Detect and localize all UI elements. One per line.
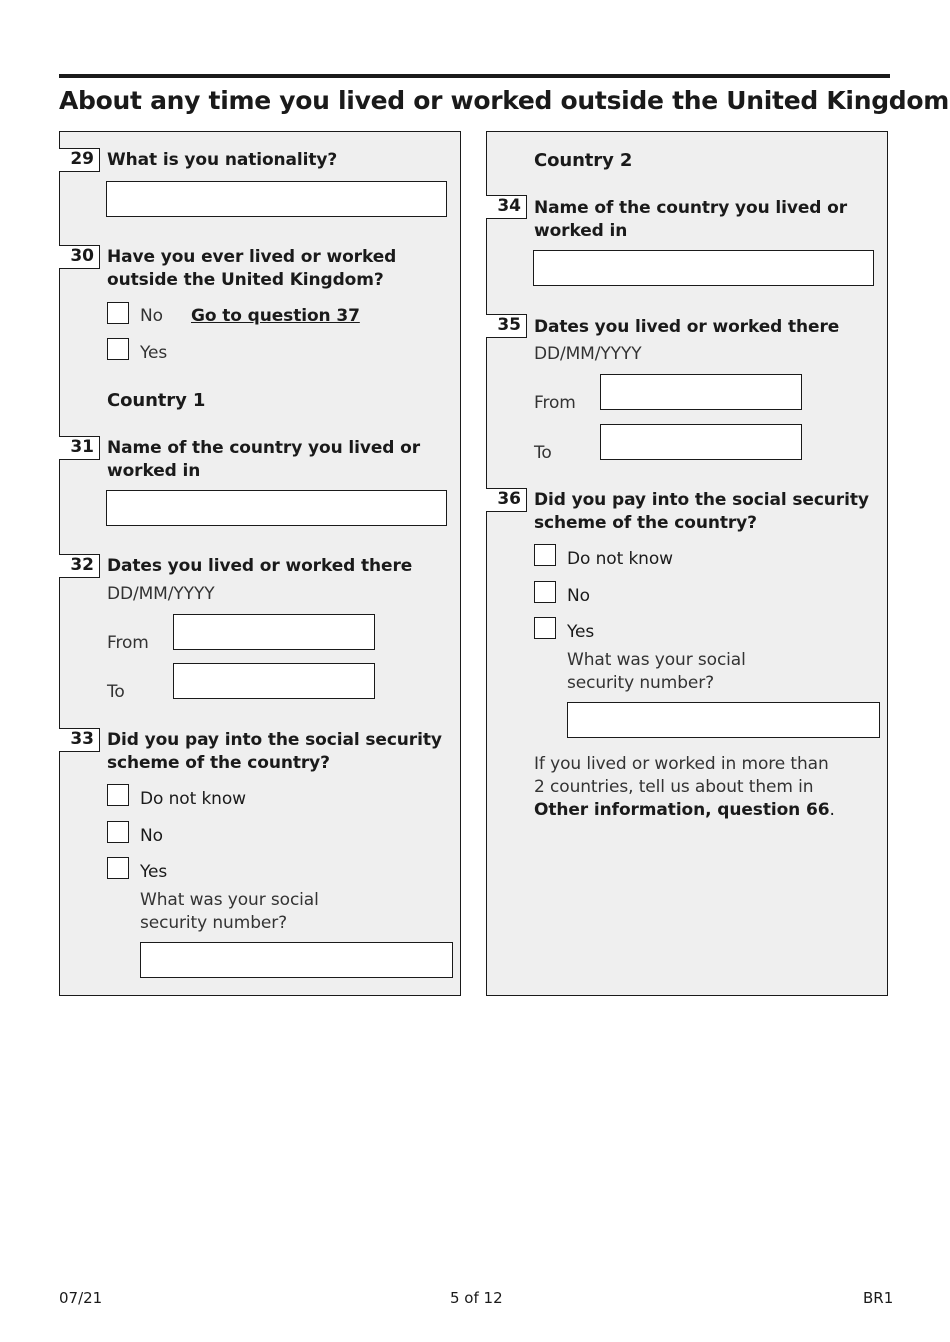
question-number-29: 29 [59, 148, 100, 172]
ss-2-no-label: No [567, 586, 590, 606]
lived-abroad-no-checkbox[interactable] [107, 302, 129, 324]
question-number-30: 30 [59, 245, 100, 269]
country-1-name-input[interactable] [106, 490, 447, 526]
question-31-text: Name of the country you lived or worked in [107, 438, 421, 481]
question-number-35: 35 [486, 314, 527, 338]
ss-no-checkbox[interactable] [107, 821, 129, 843]
note-period: . [829, 800, 835, 820]
question-29-text: What is you nationality? [107, 150, 338, 170]
ss-2-do-not-know-label: Do not know [567, 549, 673, 569]
country-1-ss-number-input[interactable] [140, 942, 453, 978]
ss-2-yes-label: Yes [567, 622, 595, 642]
other-information-reference: Other information, question 66 [534, 800, 830, 820]
country-2-from-date-input[interactable] [600, 374, 802, 410]
question-number-31: 31 [59, 436, 100, 460]
lived-abroad-no-label: No [140, 306, 163, 326]
question-35-text: Dates you lived or worked there [534, 317, 840, 337]
footer-page-number: 5 of 12 [450, 1289, 503, 1307]
country-2-to-date-input[interactable] [600, 424, 802, 460]
question-30-text: Have you ever lived or worked outside the United Kingdom? [107, 247, 397, 290]
country-1-to-date-input[interactable] [173, 663, 375, 699]
from-label-2: From [534, 393, 576, 413]
question-33-text: Did you pay into the social security scheme of the country? [107, 730, 442, 773]
date-format-hint: DD/MM/YYYY [107, 584, 215, 604]
header-rule [59, 74, 890, 78]
question-36-text: Did you pay into the social security scheme of the country? [534, 490, 869, 533]
question-number-36: 36 [486, 488, 527, 512]
lived-abroad-yes-checkbox[interactable] [107, 338, 129, 360]
ss-do-not-know-label: Do not know [140, 789, 246, 809]
go-to-question-37-link[interactable]: Go to question 37 [191, 306, 360, 326]
ss-yes-checkbox[interactable] [107, 857, 129, 879]
ss-2-do-not-know-checkbox[interactable] [534, 544, 556, 566]
ss-yes-label: Yes [140, 862, 168, 882]
question-number-34: 34 [486, 195, 527, 219]
ss-no-label: No [140, 826, 163, 846]
nationality-input[interactable] [106, 181, 447, 217]
ss-do-not-know-checkbox[interactable] [107, 784, 129, 806]
footer-date: 07/21 [59, 1289, 103, 1307]
footer-form-code: BR1 [863, 1289, 894, 1307]
question-32-text: Dates you lived or worked there [107, 556, 413, 576]
ss-2-number-prompt-line2: security number? [567, 673, 715, 693]
from-label: From [107, 633, 149, 653]
to-label: To [107, 682, 125, 702]
ss-2-number-prompt-line1: What was your social [567, 650, 746, 670]
country-2-ss-number-input[interactable] [567, 702, 880, 738]
lived-abroad-yes-label: Yes [140, 343, 168, 363]
page-title: About any time you lived or worked outside the United Kingdom [59, 86, 950, 115]
more-countries-note-line2: 2 countries, tell us about them in [534, 777, 814, 797]
question-number-32: 32 [59, 554, 100, 578]
country-2-heading: Country 2 [534, 150, 633, 171]
question-34-text: Name of the country you lived or worked in [534, 198, 848, 241]
ss-2-yes-checkbox[interactable] [534, 617, 556, 639]
to-label-2: To [534, 443, 552, 463]
question-number-33: 33 [59, 728, 100, 752]
country-2-name-input[interactable] [533, 250, 874, 286]
ss-number-prompt-line1: What was your social [140, 890, 319, 910]
ss-number-prompt-line2: security number? [140, 913, 288, 933]
country-1-heading: Country 1 [107, 390, 206, 411]
more-countries-note-line1: If you lived or worked in more than [534, 754, 829, 774]
more-countries-note-line3 [534, 799, 835, 822]
date-format-hint-2: DD/MM/YYYY [534, 344, 642, 364]
ss-2-no-checkbox[interactable] [534, 581, 556, 603]
country-1-from-date-input[interactable] [173, 614, 375, 650]
